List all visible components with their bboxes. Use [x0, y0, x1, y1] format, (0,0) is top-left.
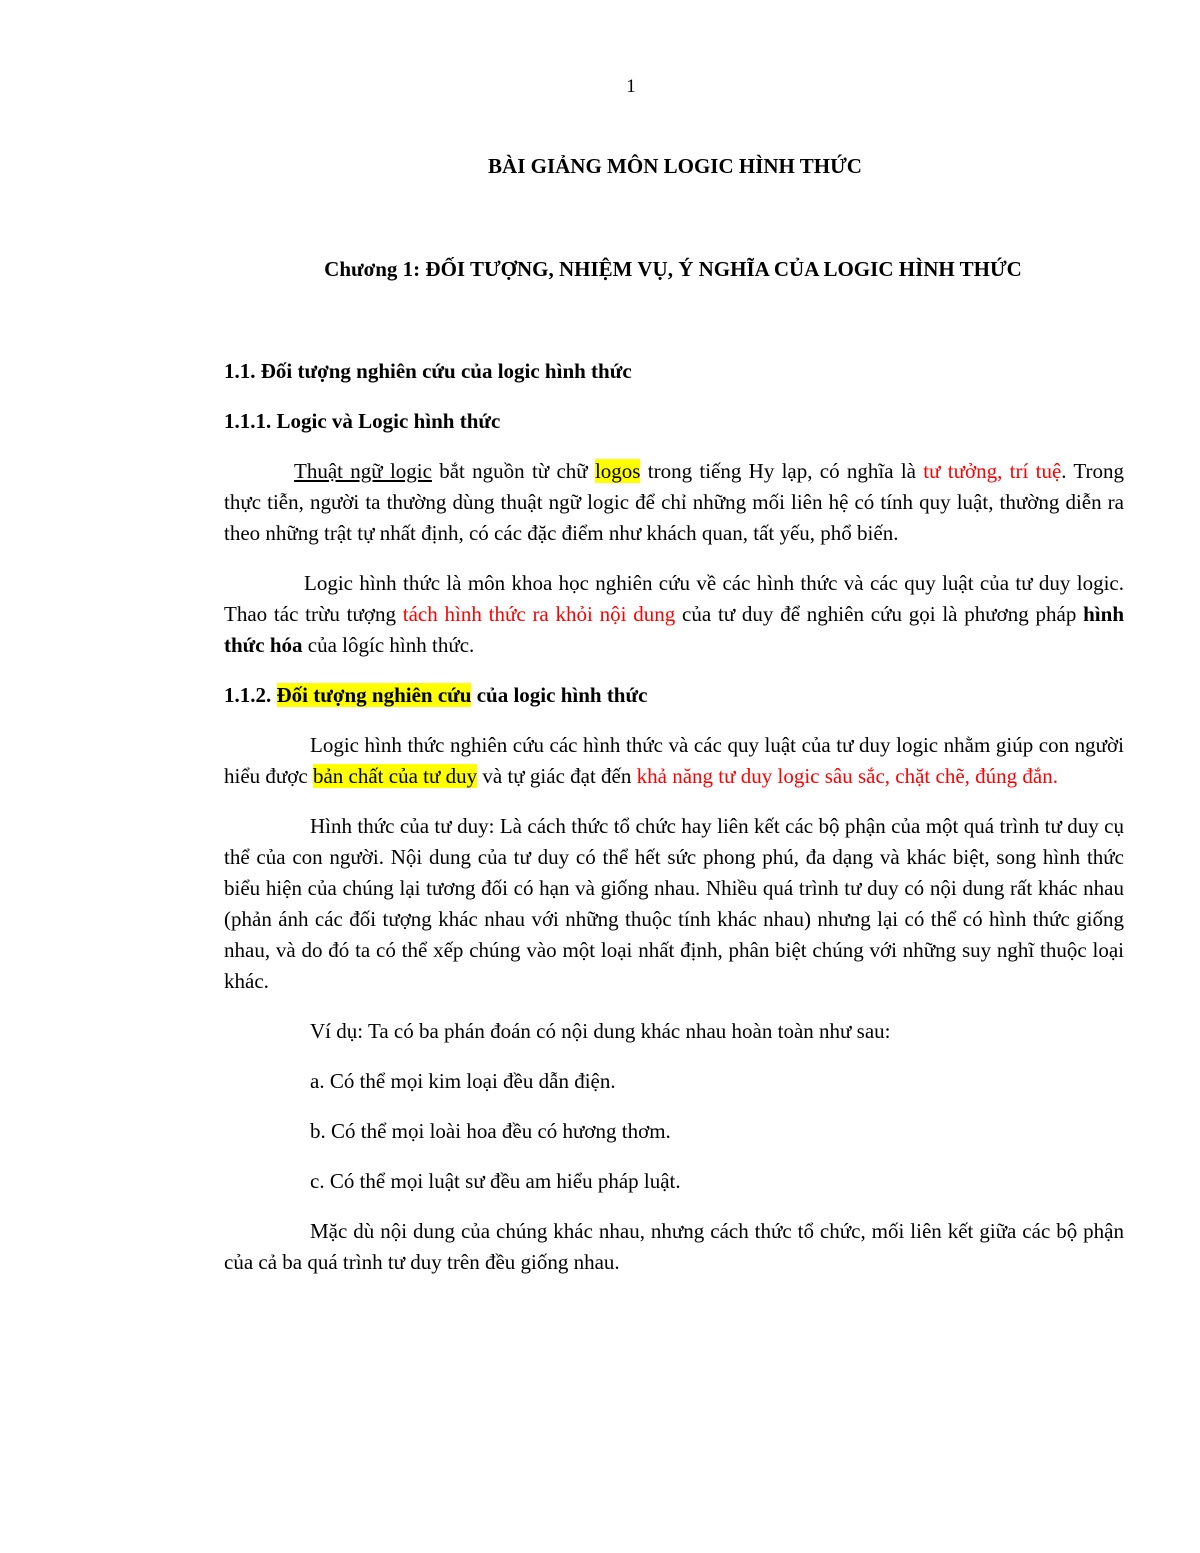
highlighted-heading-text: Đối tượng nghiên cứu — [276, 683, 472, 707]
text-run: trong tiếng Hy lạp, có nghĩa là — [640, 459, 924, 483]
page-number: 1 — [626, 76, 636, 97]
text-run: bắt nguồn từ chữ — [431, 459, 595, 483]
section-heading-1-1-1: 1.1.1. Logic và Logic hình thức — [224, 409, 501, 433]
document-title: BÀI GIẢNG MÔN LOGIC HÌNH THỨC — [488, 154, 862, 178]
text-run: và tự giác đạt đến — [477, 764, 637, 788]
highlighted-phrase: bản chất của tư duy — [312, 764, 478, 788]
paragraph-thinking-form: Hình thức của tư duy: Là cách thức tổ chức hay liên kết các bộ phận của một quá trình tư duy cụ thể của con người. Nội dung của tư duy có thể hết sức phong phú, đa dạng và khác biệt, song hình thức biểu hiện của chúng lại tương đối có hạn và giống nhau. Nhiều quá trình tư duy có nội dung rất khác nhau (phản ánh các đối tượng khác nhau với những thuộc tính khác nhau) nhưng lại có thể có hình thức giống nhau, và do đó ta có thể xếp chúng vào một loại nhất định, phân biệt chúng với những suy nghĩ thuộc loại khác. — [224, 814, 1124, 993]
highlighted-word: logos — [594, 459, 641, 483]
heading-number: 1.1.2. — [224, 683, 277, 707]
paragraph-study-object — [224, 730, 1124, 792]
heading-rest: của logic hình thức — [471, 683, 648, 707]
text-run: của tư duy để nghiên cứu gọi là phương pháp — [675, 602, 1084, 626]
underlined-term: Thuật ngữ logic — [294, 459, 432, 483]
chapter-title: Chương 1: ĐỐI TƯỢNG, NHIỆM VỤ, Ý NGHĨA CỦA LOGIC HÌNH THỨC — [324, 257, 1022, 281]
bold-term: hình thức hóa — [224, 602, 1124, 657]
example-item-b: b. Có thể mọi loài hoa đều có hương thơm. — [310, 1119, 671, 1143]
text-run: Logic hình thức nghiên cứu các hình thức và các quy luật của tư duy logic nhằm giúp con người hiểu được — [224, 733, 1124, 788]
red-text: tư tưởng, trí tuệ — [923, 459, 1062, 483]
text-run: Logic hình thức là môn khoa học nghiên cứu về các hình thức và các quy luật của tư duy logic. Thao tác trừu tượng — [224, 571, 1124, 626]
example-item-a: a. Có thể mọi kim loại đều dẫn điện. — [310, 1069, 616, 1093]
text-run: của lôgíc hình thức. — [302, 633, 475, 657]
document-body — [224, 356, 1124, 1278]
section-heading-1-1: 1.1. Đối tượng nghiên cứu của logic hình thức — [224, 359, 632, 383]
red-text: tách hình thức ra khỏi nội dung — [402, 602, 676, 626]
text-run: . Trong thực tiễn, người ta thường dùng thuật ngữ logic để chỉ những mối liên hệ có tính quy luật, thường diễn ra theo những trật tự nhất định, có các đặc điểm như khách quan, tất yếu, phổ biến. — [224, 459, 1125, 545]
section-heading-1-1-2 — [224, 680, 1124, 711]
red-text: khả năng tư duy logic sâu sắc, chặt chẽ, đúng đắn. — [636, 764, 1058, 788]
paragraph-formal-logic — [224, 568, 1124, 661]
paragraph-logic-term — [224, 456, 1124, 549]
paragraph-conclusion: Mặc dù nội dung của chúng khác nhau, nhưng cách thức tổ chức, mối liên kết giữa các bộ phận của cả ba quá trình tư duy trên đều giống nhau. — [224, 1219, 1124, 1274]
paragraph-example-intro: Ví dụ: Ta có ba phán đoán có nội dung khác nhau hoàn toàn như sau: — [310, 1019, 891, 1043]
example-item-c: c. Có thể mọi luật sư đều am hiểu pháp luật. — [310, 1169, 681, 1193]
